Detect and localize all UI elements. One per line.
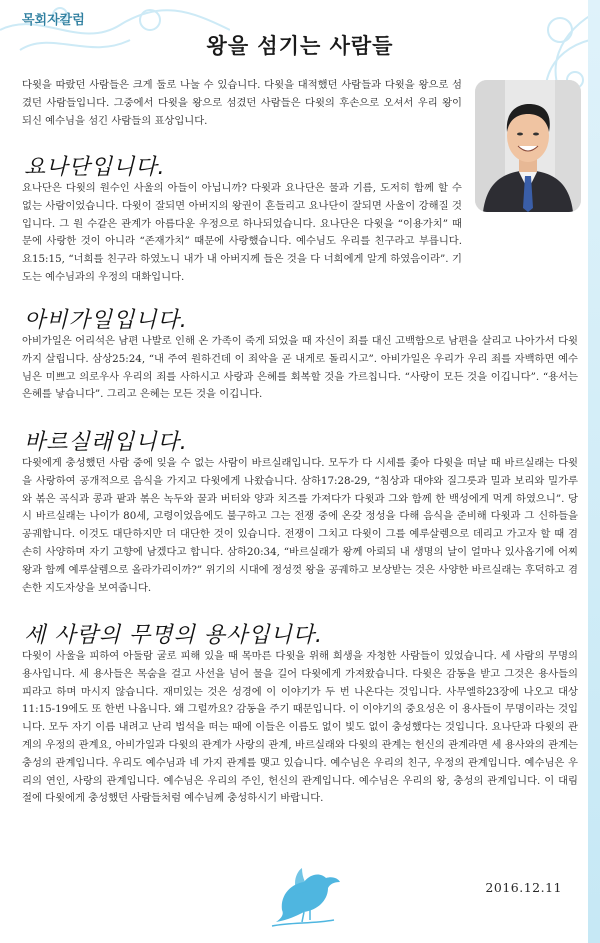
section-heading-abigail: 아비가일입니다. xyxy=(24,308,188,333)
section-body-abigail: 아비가일은 어리석은 남편 나발로 인해 온 가족이 죽게 되었을 때 자신이 죄를 대신 고백함으로 남편을 살리고 나아가서 다윗까지 살립니다. 삼상25:24, “내 주여 원하건데 이 죄악을 곧 내게로 돌리시고”. 아비가일은 우리가 우리 죄를 자백하면 예수님은 미쁘고 의로우사 우리의 죄를 사하시고 사랑과 은혜를 회복할 것을 가르칩니다. “사랑이 모든 것을 이깁니다”. “용서는 은혜를 낳습니다”. 그리고 은혜는 모든 것을 이깁니다. xyxy=(22,335,578,401)
pastor-portrait xyxy=(475,80,581,212)
section-heading-jonathan: 요나단입니다. xyxy=(24,155,166,180)
decorative-side-bar xyxy=(588,0,600,943)
intro-paragraph: 다윗을 따랐던 사람들은 크게 둘로 나눌 수 있습니다. 다윗을 대적했던 사람들과 다윗을 왕으로 섬겼던 사람들입니다. 그중에서 다윗을 왕으로 섬겼던 사람들은 다윗의 후손으로 오셔서 우리 왕이 되신 예수님을 섬긴 사람들의 표상입니다. xyxy=(22,79,462,127)
column-label: 목회자칼럼 xyxy=(22,13,85,28)
section-body-jonathan: 요나단은 다윗의 원수인 사울의 아들이 아닙니까? 다윗과 요나단은 물과 기름, 도저히 함께 할 수 없는 사람이었습니다. 다윗이 잘되면 아버지의 왕권이 흔들리고 요나단이 잘되면 사울이 강해질 것입니다. 그 원 수같은 관계가 아름다운 우정으로 하나되었습니다. 요나단은 다윗을 “이용가치” 때문에 사랑한 것이 아니라 “존재가치” 때문에 사랑했습니다. 예수님도 우리를 친구라고 부릅니다. 요15:15, “너희를 친구라 하였노니 내가 내 아버지께 들은 것을 다 너희에게 알게 하였음이라”. 기도는 예수님과의 우정의 대화입니다. xyxy=(22,182,462,283)
section-heading-three-warriors: 세 사람의 무명의 용사입니다. xyxy=(24,623,323,648)
section-body-barzillai: 다윗에게 충성했던 사람 중에 잊을 수 없는 사람이 바르실래입니다. 모두가 다 시세를 좇아 다윗을 떠날 때 바르실래는 다윗을 사랑하여 공개적으로 음식을 가지고 다윗에게 나왔습니다. 삼하17:28-29, “침상과 대야와 질그릇과 밀과 보리와 밀가루와 볶은 곡식과 콩과 팥과 볶은 녹두와 꿀과 버터와 양과 치즈를 가져다가 다윗과 그와 함께 한 백성에게 먹게 하였으니”. 당시 바르실래는 나이가 80세, 고령이었음에도 불구하고 그는 전쟁 중에 온갖 정성을 다해 음식을 준비해 다윗과 그 신하들을 공궤합니다. 이것도 대단하지만 더 대단한 것이 있습니다. 전쟁이 그치고 다윗이 그를 예루살렘으로 데리고 가고자 할 때 겸손히 사양하며 자기 고향에 남겠다고 합니다. 삼하20:34, “바르실래가 왕께 아뢰되 내 생명의 날이 얼마나 있사옵기에 어찌 왕과 함께 예루살렘으로 올라가리이까?” 위기의 시대에 정성껏 왕을 공궤하고 보상받는 것은 사양한 바르실래는 후덕하고 겸손한 지도자상을 보여줍니다. xyxy=(22,457,578,594)
publication-date: 2016.12.11 xyxy=(485,880,562,895)
page-title: 왕을 섬기는 사람들 xyxy=(206,34,394,58)
bird-icon xyxy=(262,860,344,930)
section-body-three-warriors: 다윗이 사울을 피하여 아둘람 굴로 피해 있을 때 목마른 다윗을 위해 희생을 자청한 사람들이 있었습니다. 세 사람의 무명의 용사입니다. 세 용사들은 목숨을 걸고 사선을 넘어 물을 길어 다윗에게 가져왔습니다. 다윗은 감동을 받고 그것은 용사들의 피라고 하며 마시지 않습니다. 재미있는 것은 성경에 이 이야기가 두 번 나온다는 것입니다. 사무엘하23장에 나오고 대상11:15-19에도 또 한번 나옵니다. 왜 그럴까요? 감동을 주기 때문입니다. 이 이야기의 중요성은 이 용사들이 무명이라는 것입니다. 모두 자기 이름 내려고 난리 법석을 떠는 때에 이들은 이름도 없이 빛도 없이 충성했다는 것입니다. 요나단과 다윗의 관계의 우정의 관계요, 아비가일과 다윗의 관계가 사랑의 관계, 바르실래와 다윗의 관계는 헌신의 관계라면 세 용사와의 관계는 충성의 관계입니다. 우리도 예수님과 네 가지 관계를 맺고 있습니다. 예수님은 우리의 친구, 우정의 관계입니다. 예수님은 우리의 연인, 사랑의 관계입니다. 예수님은 우리의 주인, 헌신의 관계입니다. 예수님은 우리의 왕, 충성의 관계입니다. 이 대림절에 다윗에게 충성했던 사람들처럼 예수님께 충성하시기 바랍니다. xyxy=(22,650,578,805)
section-heading-barzillai: 바르실래입니다. xyxy=(24,430,188,455)
